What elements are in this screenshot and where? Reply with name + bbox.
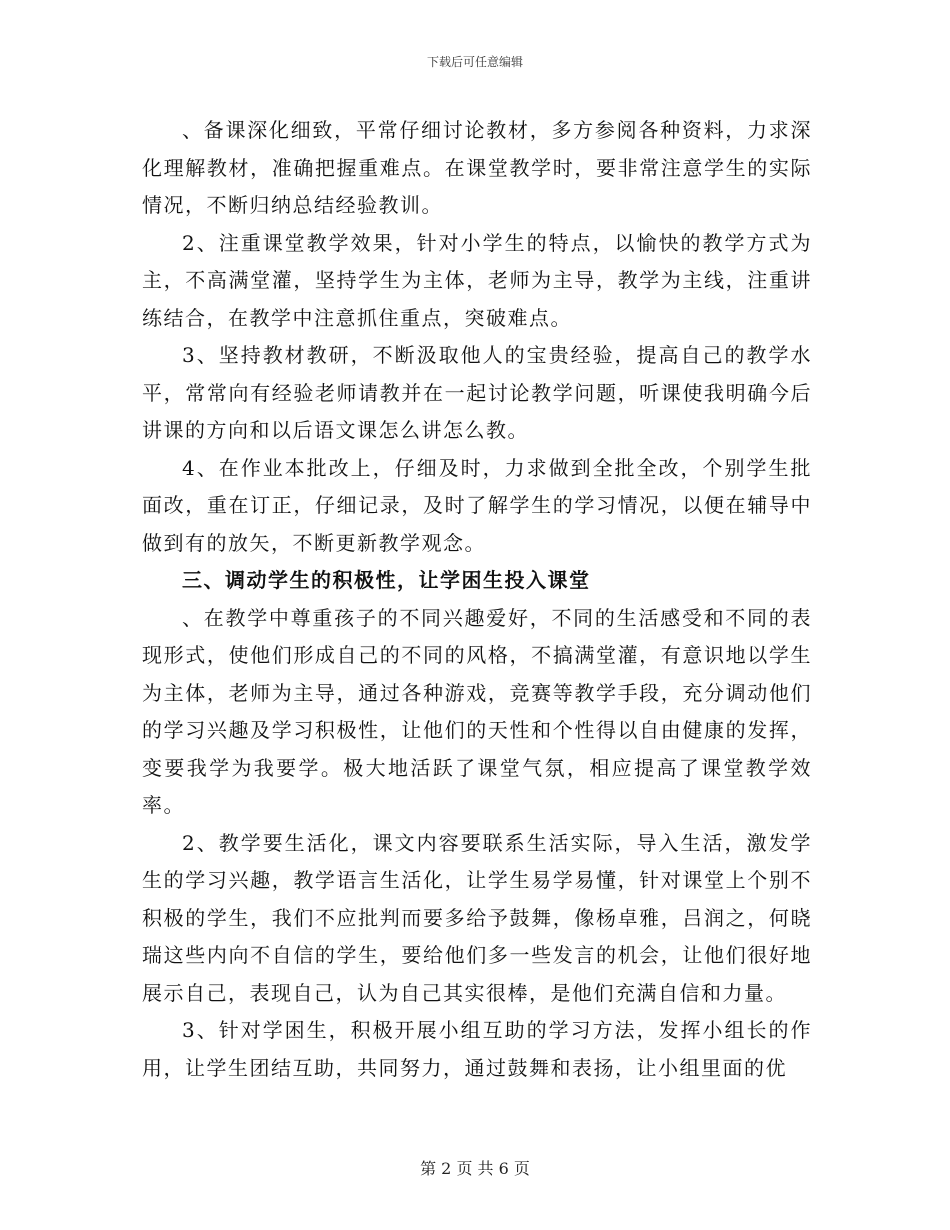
page-number: 第 2 页 共 6 页	[420, 1159, 530, 1178]
paragraph-classroom-effect: 2、注重课堂教学效果，针对小学生的特点，以愉快的教学方式为主，不高满堂灌，坚持学生为主体，老师为主导，教学为主线，注重讲练结合，在教学中注意抓住重点，突破难点。	[142, 230, 812, 330]
paragraph-respect-interests: 、在教学中尊重孩子的不同兴趣爱好，不同的生活感受和不同的表现形式，使他们形成自己的不同的风格，不搞满堂灌，有意识地以学生为主体，老师为主导，通过各种游戏，竞赛等教学手段，充分调动他们的学习兴趣及学习积极性，让他们的天性和个性得以自由健康的发挥，变要我学为我要学。极大地活跃了课堂气氛，相应提高了课堂教学效率。	[142, 605, 812, 817]
section-heading: 三、调动学生的积极性，让学困生投入课堂	[182, 568, 591, 592]
page-header: 下载后可任意编辑	[426, 55, 523, 69]
paragraph-lesson-prep: 、备课深化细致，平常仔细讨论教材，多方参阅各种资料，力求深化理解教材，准确把握重难点。在课堂教学时，要非常注意学生的实际情况，不断归纳总结经验教训。	[142, 118, 812, 217]
document-body	[142, 112, 812, 1087]
paragraph-textbook-research: 3、坚持教材教研，不断汲取他人的宝贵经验，提高自己的教学水平，常常向有经验老师请教并在一起讨论教学问题，听课使我明确今后讲课的方向和以后语文课怎么讲怎么教。	[142, 343, 812, 442]
paragraph-struggling-students: 3、针对学困生，积极开展小组互助的学习方法，发挥小组长的作用，让学生团结互助，共同努力，通过鼓舞和表扬，让小组里面的优	[142, 1018, 812, 1080]
paragraph-teaching-life: 2、教学要生活化，课文内容要联系生活实际，导入生活，激发学生的学习兴趣，教学语言生活化，让学生易学易懂，针对课堂上个别不积极的学生，我们不应批判而要多给予鼓舞，像杨卓雅，吕润之，何晓瑞这些内向不自信的学生，要给他们多一些发言的机会，让他们很好地展示自己，表现自己，认为自己其实很棒，是他们充满自信和力量。	[142, 830, 812, 1005]
paragraph-homework-correction: 4、在作业本批改上，仔细及时，力求做到全批全改，个别学生批面改，重在订正，仔细记录，及时了解学生的学习情况，以便在辅导中做到有的放矢，不断更新教学观念。	[142, 455, 812, 555]
